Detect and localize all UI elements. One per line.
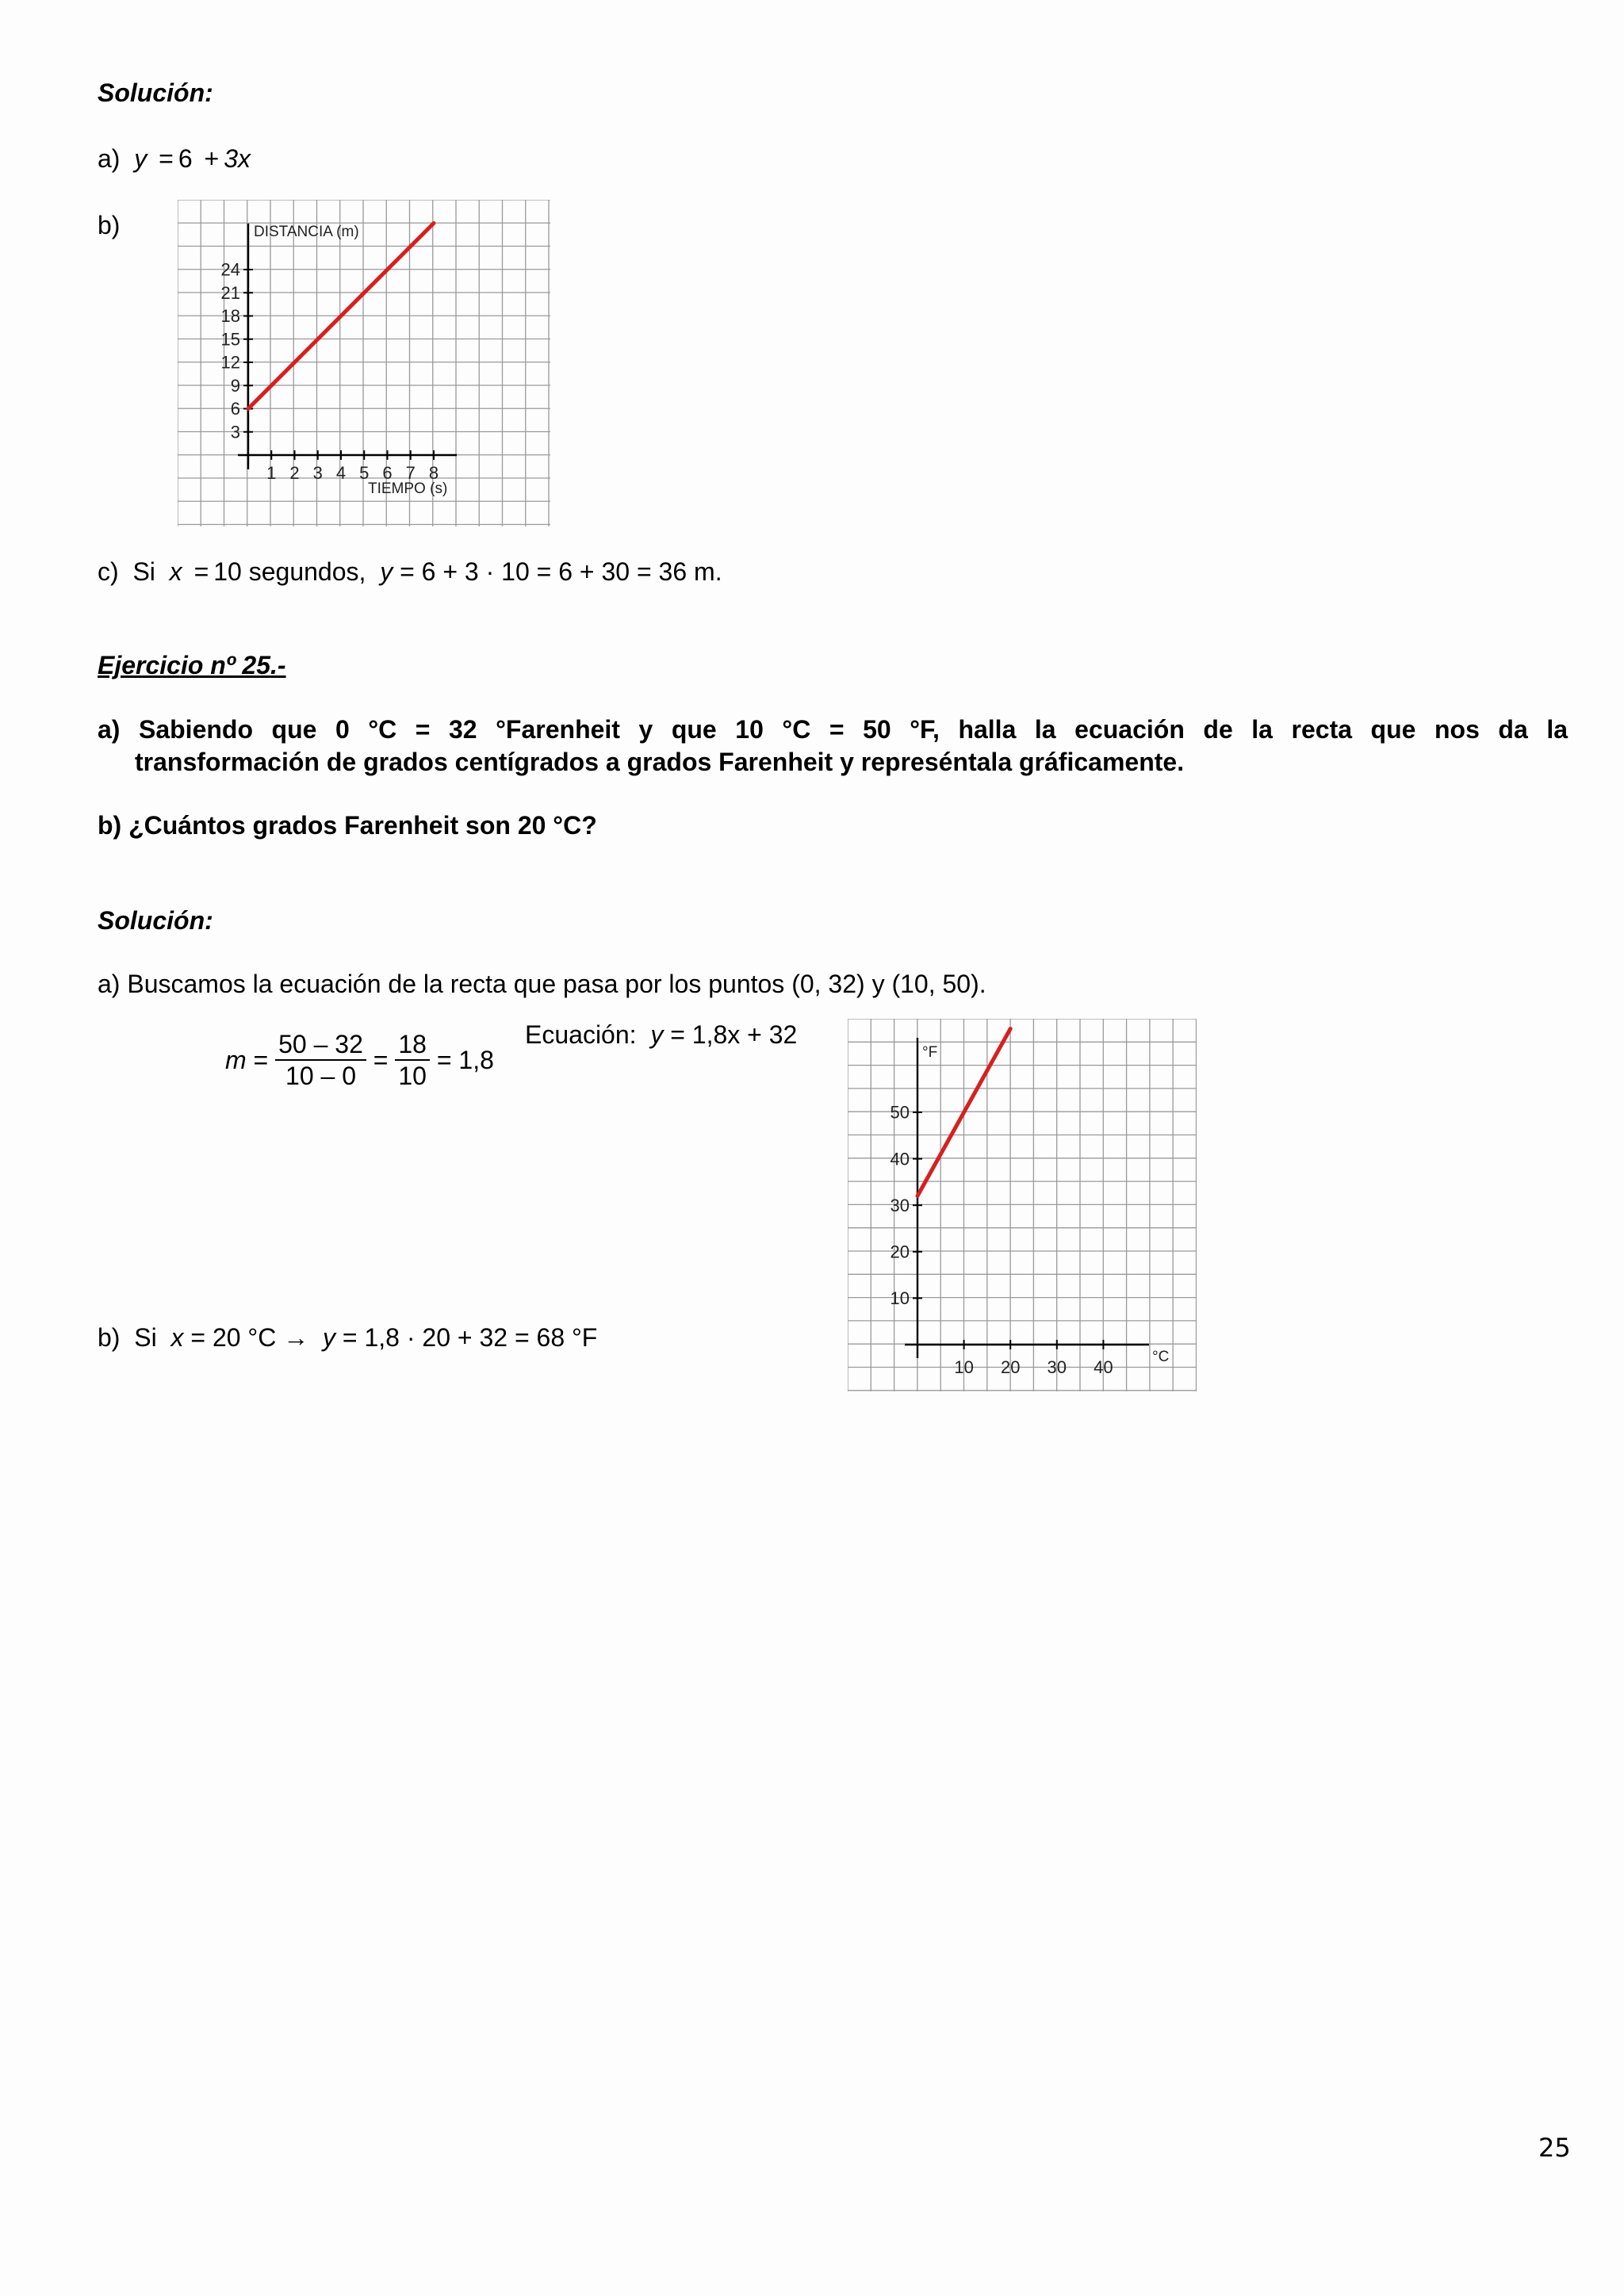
slope-symbol: m [225, 1046, 247, 1074]
fahrenheit-celsius-chart [848, 1019, 1197, 1391]
solution-a-line [98, 144, 251, 174]
item-label-b: b) [98, 1323, 121, 1352]
b-condition: = 20 °C → [190, 1323, 309, 1352]
y-tick-label: 30 [890, 1195, 910, 1215]
var-y: y [323, 1323, 335, 1352]
si-word: Si [134, 1323, 157, 1352]
item-label-b: b) [98, 211, 121, 239]
y-tick-label: 10 [890, 1288, 910, 1309]
x-tick-label: 8 [428, 463, 439, 483]
fraction-1 [275, 1029, 366, 1091]
y-tick-label: 9 [230, 375, 240, 396]
page-number: 25 [1538, 2133, 1571, 2163]
fraction-1-numerator: 50 – 32 [278, 1030, 363, 1058]
x-value: 10 segundos, [213, 557, 366, 586]
eq-sign: = [159, 144, 174, 173]
y-tick-label: 21 [220, 282, 240, 303]
item-label-c: c) [98, 557, 119, 586]
y-tick-label: 12 [220, 352, 240, 373]
y-tick-label: 20 [890, 1242, 910, 1262]
solution2-a-line: a) Buscamos la ecuación de la recta que pasa por los puntos (0, 32) y (10, 50). [98, 970, 986, 998]
distance-time-chart [178, 200, 550, 526]
var-x: x [170, 1323, 184, 1352]
b-computation: = 1,8 · 20 + 32 = 68 °F [342, 1323, 598, 1352]
solution-c-line [98, 557, 722, 587]
x-tick-label: 20 [1000, 1357, 1021, 1377]
exercise-a-line2: transformación de grados centígrados a grados Farenheit y represéntala gráficamente. [135, 748, 1185, 776]
var-y: y [650, 1020, 664, 1049]
exercise-title: Ejercicio nº 25.- [98, 651, 286, 679]
y-tick-label: 40 [890, 1149, 910, 1169]
plus-sign: + [204, 144, 220, 173]
equation-rhs: = 1,8x + 32 [670, 1020, 798, 1049]
var-y: y [134, 144, 147, 173]
fraction-2-numerator: 18 [398, 1030, 427, 1058]
y-tick-label: 15 [220, 329, 240, 350]
x-axis-title: °C [1152, 1349, 1170, 1365]
eq-sign: = [253, 1046, 269, 1074]
solution2-b-line [98, 1322, 597, 1353]
x-tick-label: 6 [382, 463, 393, 483]
x-tick-label: 10 [954, 1357, 974, 1377]
slope-result: = 1,8 [436, 1046, 494, 1074]
exercise-a-line1: a) Sabiendo que 0 °C = 32 °Farenheit y que 10 °C = 50 °F, halla la ecuación de la recta que nos da la [98, 715, 1568, 744]
x-tick-label: 2 [289, 463, 300, 483]
y-tick-label: 24 [220, 259, 240, 280]
const-term: 6 [178, 144, 193, 173]
x-tick-label: 3 [312, 463, 323, 483]
x-tick-label: 7 [405, 463, 416, 483]
eq-sign: = [373, 1046, 389, 1074]
solution-heading-1: Solución: [98, 78, 213, 107]
solution-heading-2: Solución: [98, 906, 213, 935]
fraction-2-denominator: 10 [395, 1059, 430, 1091]
si-word: Si [132, 557, 155, 586]
slope-formula [225, 1029, 494, 1091]
equation-line [525, 1020, 797, 1050]
y-tick-label: 3 [230, 422, 240, 442]
x-tick-label: 1 [266, 463, 277, 483]
slope-term: 3x [224, 144, 251, 173]
y-tick-label: 50 [890, 1102, 910, 1123]
c-computation: = 6 + 3 · 10 = 6 + 30 = 36 m. [400, 557, 722, 586]
y-tick-label: 6 [230, 399, 240, 419]
x-tick-label: 30 [1047, 1357, 1067, 1377]
x-tick-label: 40 [1094, 1357, 1113, 1377]
item-label-a: a) [98, 144, 121, 173]
y-tick-label: 18 [220, 306, 240, 327]
var-x: x [169, 557, 182, 586]
eq-sign: = [193, 557, 209, 586]
y-axis-title: °F [922, 1044, 938, 1061]
fraction-2 [395, 1029, 430, 1091]
x-tick-label: 4 [335, 463, 347, 483]
y-axis-title: DISTANCIA (m) [254, 224, 359, 240]
x-tick-label: 5 [359, 463, 370, 483]
fraction-1-denominator: 10 – 0 [275, 1059, 366, 1091]
var-y: y [380, 557, 393, 586]
x-axis-title: TIEMPO (s) [368, 480, 448, 497]
equation-label: Ecuación: [525, 1020, 637, 1049]
exercise-b-line: b) ¿Cuántos grados Farenheit son 20 °C? [98, 811, 597, 840]
